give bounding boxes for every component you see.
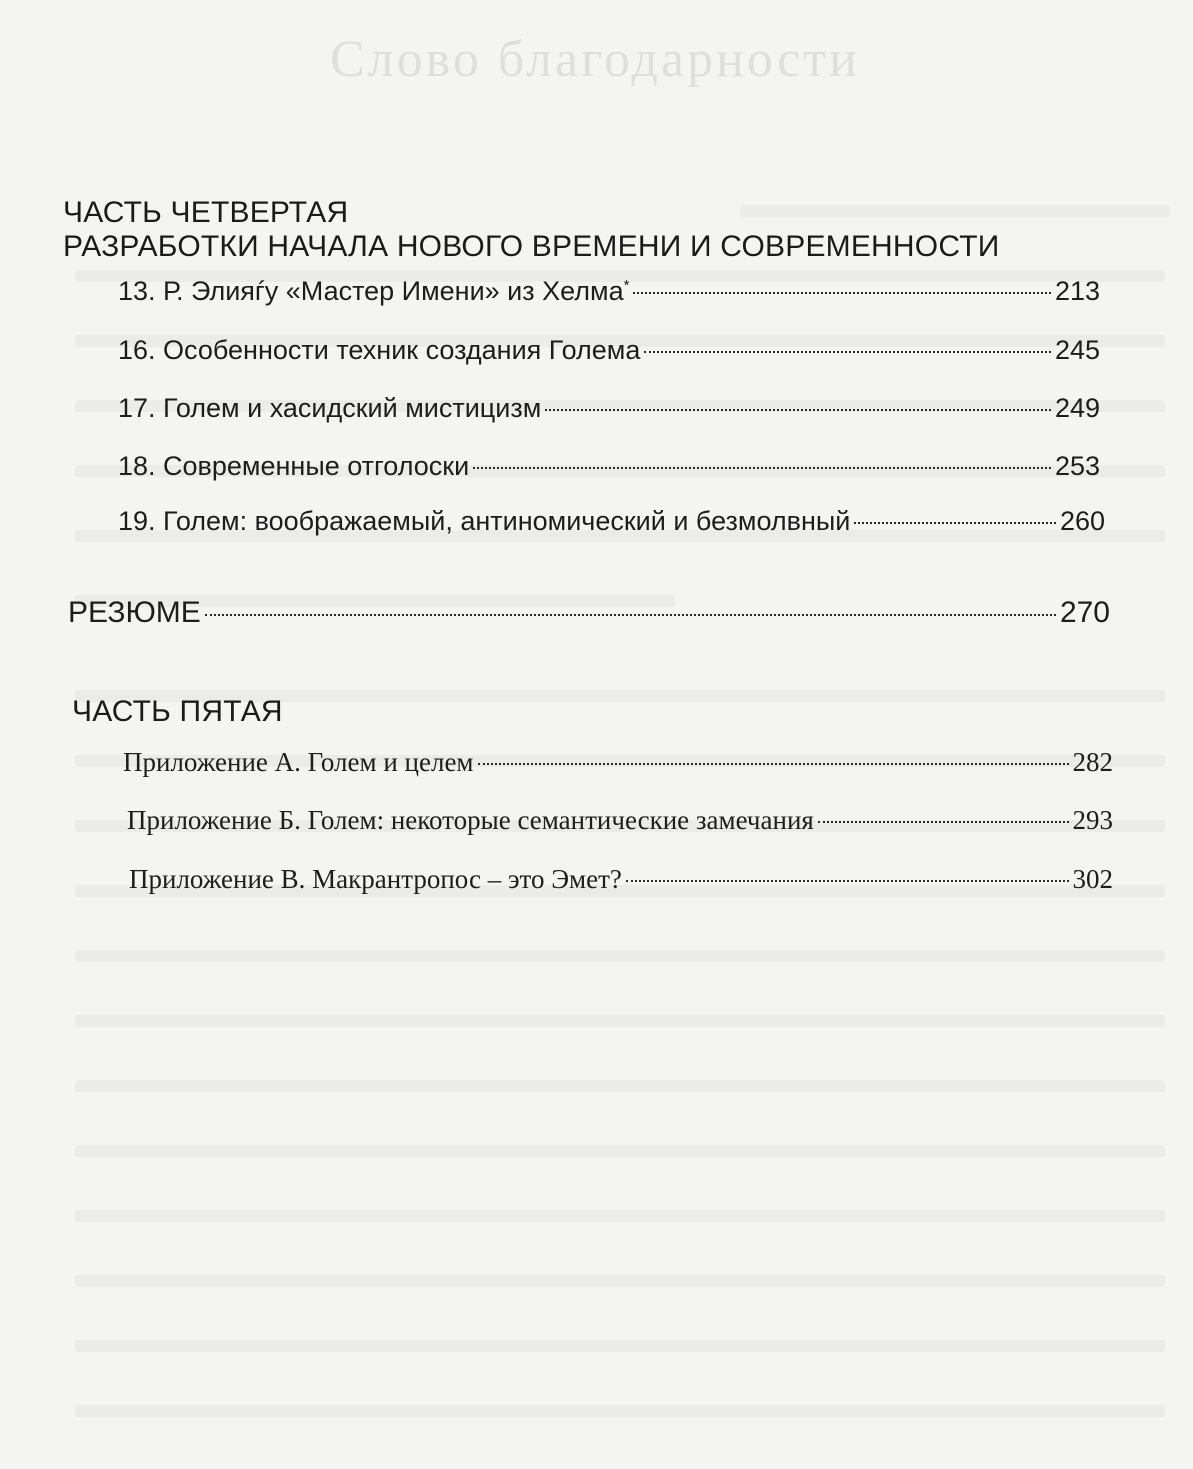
footnote-marker: * xyxy=(623,277,630,294)
ghost-page-title: Слово благодарности xyxy=(330,31,860,88)
dot-leader xyxy=(205,614,1056,616)
toc-entry-page: 213 xyxy=(1054,276,1100,306)
dot-leader xyxy=(854,522,1056,524)
dot-leader xyxy=(818,821,1069,823)
toc-entry[interactable] xyxy=(118,276,1100,307)
toc-entry[interactable] xyxy=(118,506,1105,537)
toc-resume-entry[interactable] xyxy=(68,596,1110,630)
dot-leader xyxy=(644,351,1051,353)
toc-entry-title: 18. Современные отголоски xyxy=(118,451,470,481)
toc-entry[interactable] xyxy=(118,335,1100,366)
toc-entry[interactable] xyxy=(118,451,1100,482)
part-four-heading: ЧАСТЬ ЧЕТВЕРТАЯ xyxy=(63,196,349,229)
dot-leader xyxy=(633,292,1050,294)
toc-entry-page: 293 xyxy=(1072,805,1113,835)
toc-entry-page: 282 xyxy=(1072,747,1113,777)
part-four-subtitle: РАЗРАБОТКИ НАЧАЛА НОВОГО ВРЕМЕНИ И СОВРЕМЕННОСТИ xyxy=(63,230,1000,263)
toc-entry-title-text: 13. Р. Элияѓу «Мастер Имени» из Хелма xyxy=(118,276,624,306)
toc-entry-page: 260 xyxy=(1059,506,1105,536)
toc-entry[interactable] xyxy=(118,393,1100,424)
toc-entry-page: 270 xyxy=(1059,596,1110,629)
dot-leader xyxy=(626,880,1069,882)
dot-leader xyxy=(545,409,1051,411)
toc-entry-title: Приложение А. Голем и целем xyxy=(123,747,474,777)
toc-entry-page: 249 xyxy=(1054,393,1100,423)
toc-entry-title: 17. Голем и хасидский мистицизм xyxy=(118,393,542,423)
toc-entry[interactable] xyxy=(127,805,1113,836)
dot-leader xyxy=(473,467,1051,469)
toc-entry-title: 16. Особенности техник создания Голема xyxy=(118,335,641,365)
dot-leader xyxy=(478,763,1069,765)
toc-entry-title: Приложение Б. Голем: некоторые семантические замечания xyxy=(127,805,814,835)
toc-entry-title: 19. Голем: воображаемый, антиномический и безмолвный xyxy=(118,506,851,536)
resume-heading: РЕЗЮМЕ xyxy=(68,596,201,629)
part-five-heading: ЧАСТЬ ПЯТАЯ xyxy=(72,695,283,728)
toc-entry[interactable] xyxy=(129,864,1113,895)
toc-entry-page: 245 xyxy=(1054,335,1100,365)
toc-entry[interactable] xyxy=(123,747,1113,778)
toc-entry-page: 253 xyxy=(1054,451,1100,481)
toc-entry-title xyxy=(118,276,629,307)
toc-entry-title: Приложение В. Макрантропос – это Эмет? xyxy=(129,864,622,894)
toc-entry-page: 302 xyxy=(1072,864,1113,894)
